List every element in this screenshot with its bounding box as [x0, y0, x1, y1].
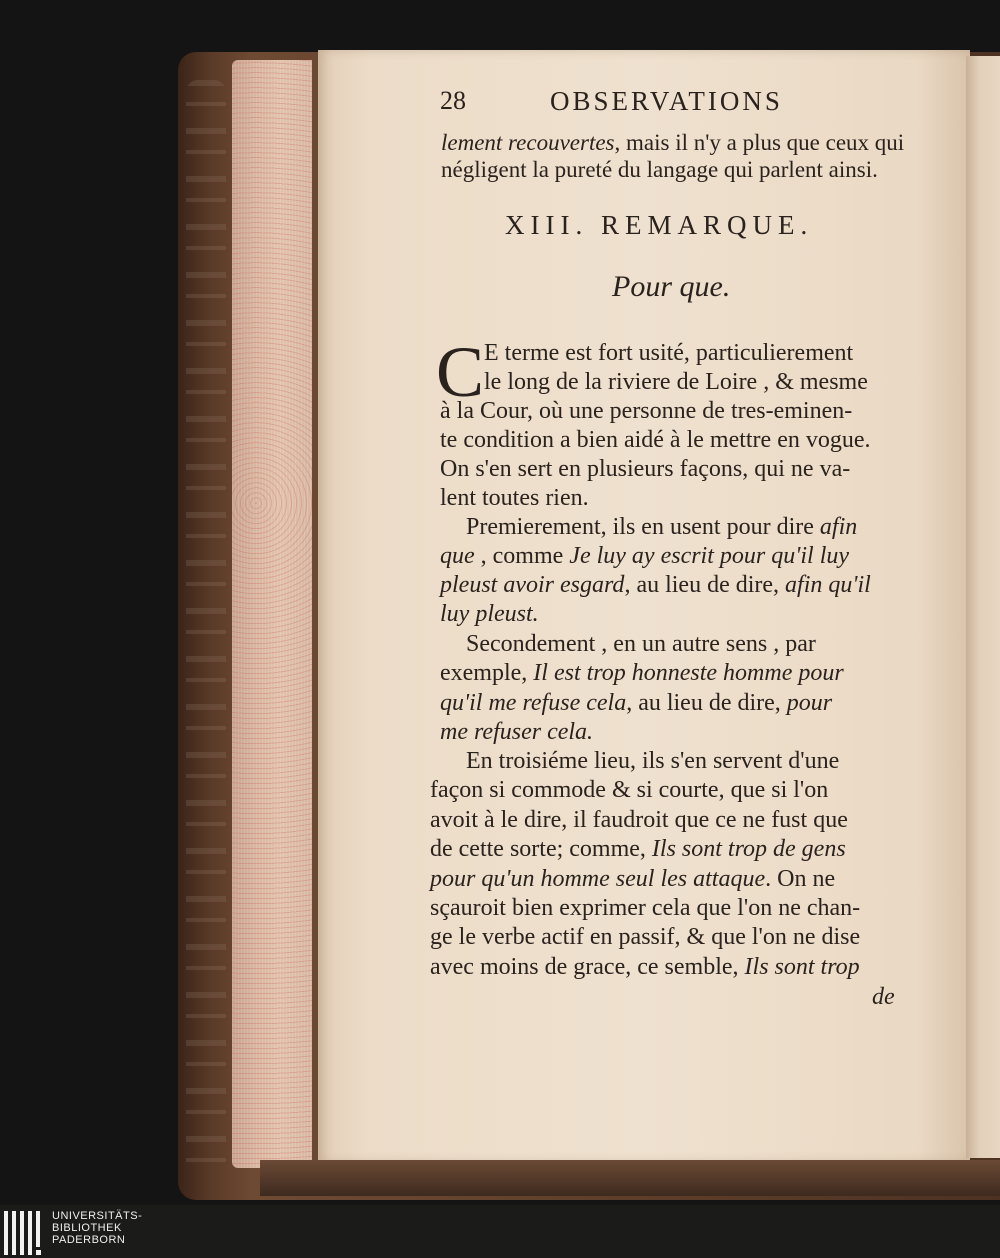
- text-line: On s'en sert en plusieurs façons, qui ne va-: [440, 456, 851, 482]
- page-number: 28: [440, 86, 466, 115]
- text-line: pour qu'un homme seul les attaque. On ne: [430, 866, 836, 892]
- text-line: de cette sorte; comme, Ils sont trop de gens: [430, 836, 846, 862]
- text-line: pleust avoir esgard, au lieu de dire, afin qu'il: [440, 572, 871, 598]
- facing-page-edge: [966, 56, 1000, 1158]
- section-subtitle: Pour que.: [612, 270, 731, 303]
- text-line: lement recouvertes, mais il n'y a plus que ceux qui: [441, 130, 905, 155]
- logo-bar: [4, 1211, 8, 1255]
- text-line: Secondement , en un autre sens , par: [466, 631, 816, 657]
- text-line: avoit à le dire, il faudroit que ce ne fust que: [430, 807, 848, 833]
- logo-bar: [28, 1211, 32, 1255]
- remark-title: XIII. REMARQUE.: [505, 210, 814, 240]
- text-line: ge le verbe actif en passif, & que l'on ne dise: [430, 924, 861, 950]
- text-line: me refuser cela.: [440, 719, 594, 745]
- text-line: E terme est fort usité, particulierement: [484, 340, 854, 366]
- logo-line: PADERBORN: [52, 1234, 126, 1246]
- text-line: négligent la pureté du langage qui parlent ainsi.: [441, 157, 878, 182]
- text-line: En troisiéme lieu, ils s'en servent d'une: [466, 748, 840, 774]
- text-line: que , comme Je luy ay escrit pour qu'il luy: [440, 543, 850, 569]
- library-logo: [0, 1205, 300, 1258]
- logo-bar: [36, 1211, 40, 1247]
- text-line: Premierement, ils en usent pour dire afin: [466, 514, 858, 540]
- text-line: exemple, Il est trop honneste homme pour: [440, 660, 844, 686]
- text-line: luy pleust.: [440, 601, 539, 627]
- text-line: à la Cour, où une personne de tres-eminen-: [440, 398, 853, 424]
- page-edges: [232, 60, 312, 1168]
- logo-dot: [36, 1250, 41, 1255]
- text-line: façon si commode & si courte, que si l'on: [430, 777, 829, 803]
- logo-line: BIBLIOTHEK: [52, 1222, 122, 1234]
- logo-bar: [12, 1211, 16, 1255]
- text-line: avec moins de grace, ce semble, Ils sont trop: [430, 954, 860, 980]
- drop-cap: C: [436, 332, 485, 412]
- bottom-board: [260, 1160, 1000, 1196]
- logo-bar: [20, 1211, 24, 1255]
- catchword: de: [872, 984, 895, 1010]
- page-header: [440, 86, 920, 118]
- spine-texture: [186, 80, 226, 1180]
- text-line: le long de la riviere de Loire , & mesme: [484, 369, 868, 395]
- logo-line: UNIVERSITÄTS-: [52, 1210, 143, 1222]
- text-line: te condition a bien aidé à le mettre en vogue.: [440, 427, 871, 453]
- text-line: qu'il me refuse cela, au lieu de dire, pour: [440, 690, 833, 716]
- text-line: lent toutes rien.: [440, 485, 589, 511]
- text-line: sçauroit bien exprimer cela que l'on ne chan-: [430, 895, 861, 921]
- running-head: OBSERVATIONS: [550, 86, 783, 116]
